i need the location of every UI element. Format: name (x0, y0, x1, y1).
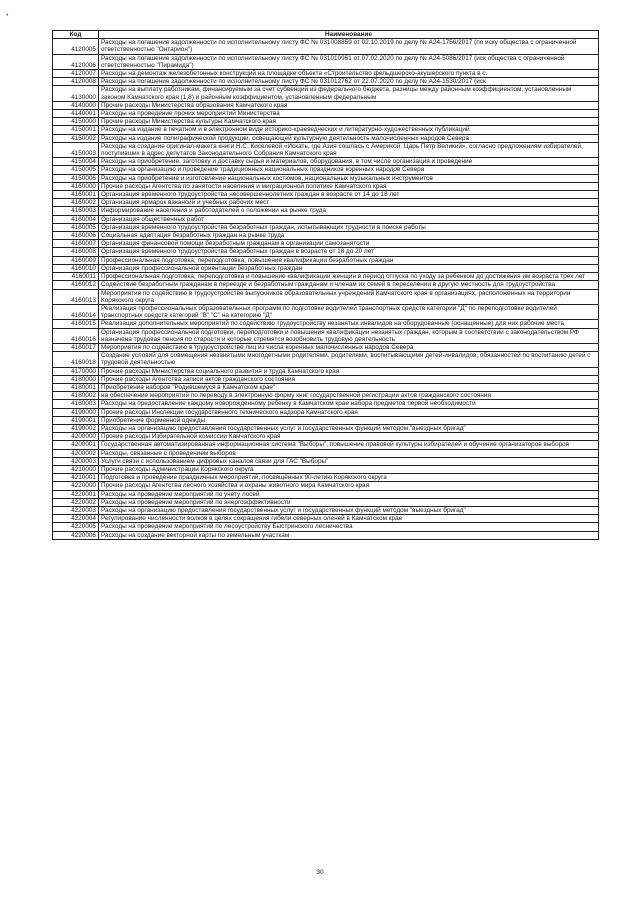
row-name: Прочие расходы Министерства социального развития и труда Камчатского края (99, 367, 599, 375)
row-code: 4160008 (53, 248, 99, 256)
row-code: 4150005 (53, 166, 99, 174)
row-name: Расходы на проведение мероприятий по энергоэффективности (99, 498, 599, 506)
row-name: Приобретение наборов "Родившемуся в Камчатском крае" (99, 383, 599, 391)
table-row (53, 256, 599, 264)
row-name: Расходы на демонтаж железобетонных конструкций на площадке объекта «Строительство фельдшерско-акушерского пункта в с. (99, 70, 599, 78)
table-row (53, 191, 599, 199)
row-name: Расходы на погашение задолженности по исполнительному листу ФС № 031008859 от 02.10.2019 по делу № А24-1756/2017 (по иску общества с ограниченной ответственностью "Онтарион") (99, 39, 599, 54)
row-code: 4180003 (53, 400, 99, 408)
row-name: Прочие расходы Министерства образования Камчатского края (99, 101, 599, 109)
row-name: Прочие расходы Администрации Корякского округа (99, 465, 599, 473)
table-row (53, 78, 599, 86)
table-row (53, 215, 599, 223)
row-code: 4160009 (53, 256, 99, 264)
row-code: 4220004 (53, 515, 99, 523)
row-name: Расходы на издание полиграфической продукции, освещающей культурную деятельность малочисленных народов Севера (99, 134, 599, 142)
row-code: 4160001 (53, 191, 99, 199)
row-code: 4150006 (53, 174, 99, 182)
table-row (53, 457, 599, 465)
budget-code-table (52, 30, 598, 540)
row-name: Расходы на организацию предоставления государственных услуг и государственных функций методом "выездных бригад" (99, 506, 599, 514)
code-table (52, 30, 599, 540)
table-row (53, 498, 599, 506)
row-name: Мероприятия по содействию в трудоустройстве лиц из числа коренных малочисленных народов Севера (99, 343, 599, 351)
row-name: Расходы на погашение задолженности по исполнительному листу ФС № 031010961 от 07.02.2020 по делу № А24-5086/2017 (иск общества с ограниченной ответственностью "Пирамида") (99, 54, 599, 69)
row-code: 4220006 (53, 531, 99, 539)
row-code: 4160005 (53, 223, 99, 231)
row-code: 4120008 (53, 78, 99, 86)
row-code: 4160014 (53, 304, 99, 319)
row-code: 4150002 (53, 134, 99, 142)
row-code: 4200002 (53, 449, 99, 457)
row-name: Расходы на организацию предоставления государственных услуг и государственных функций методом "выездных бригад" (99, 424, 599, 432)
table-row (53, 142, 599, 157)
row-name: на обеспечение мероприятий по переводу в электронную форму книг государственной регистрации актов гражданского состояния (99, 392, 599, 400)
table-row (53, 273, 599, 281)
table-row (53, 289, 599, 304)
row-name: Прочие расходы Агентства по занятости населения и миграционной политике Камчатского края (99, 182, 599, 190)
row-code: 4160010 (53, 264, 99, 272)
row-code: 4190002 (53, 424, 99, 432)
corner-mark: • (6, 12, 9, 19)
row-code: 4160018 (53, 352, 99, 367)
table-row (53, 320, 599, 328)
row-code: 4160006 (53, 232, 99, 240)
table-row (53, 70, 599, 78)
row-name: Расходы на создание векторной карты по земельным участкам (99, 531, 599, 539)
table-row (53, 110, 599, 118)
row-name: Реализация профессиональных образовательных программ по подготовке водителей транспортных средств категории "Д" по переподготовке водителей транспортных средств категорий "В" "С" на категорию "Д" (99, 304, 599, 319)
row-name: Организация финансовой помощи безработным гражданам в организации самозанятости (99, 240, 599, 248)
table-row (53, 304, 599, 319)
row-code: 4150003 (53, 142, 99, 157)
table-row (53, 515, 599, 523)
row-name: Организация ярмарок вакансий и учебных рабочих мест (99, 199, 599, 207)
row-name: Прочие расходы Агентства лесного хозяйства и охраны животного мира Камчатского края (99, 482, 599, 490)
table-row (53, 416, 599, 424)
table-row (53, 174, 599, 182)
row-code: 4220000 (53, 482, 99, 490)
row-code: 4150004 (53, 158, 99, 166)
row-name: Расходы на предоставление каждому новорожденному ребенку в Камчатском крае набора предметов первой необходимости (99, 400, 599, 408)
row-code: 4180001 (53, 383, 99, 391)
row-name: Подготовка и проведение праздничных мероприятий, посвящённых 90-летию Корякского округа (99, 474, 599, 482)
table-row (53, 441, 599, 449)
row-name: Расходы на организацию и проведение традиционных национальных праздников коренных народов Севера (99, 166, 599, 174)
row-code: 4160007 (53, 240, 99, 248)
table-row (53, 400, 599, 408)
row-name: Расходы на издание в печатном и в электронном виде историко-краеведческих и литературно-художественных публикаций (99, 126, 599, 134)
row-code: 4180002 (53, 392, 99, 400)
table-row (53, 531, 599, 539)
table-row (53, 506, 599, 514)
row-name: Организация временного трудоустройства безработных граждан в возрасте от 18 до 20 лет (99, 248, 599, 256)
row-code: 4200003 (53, 457, 99, 465)
row-code: 4160017 (53, 343, 99, 351)
row-code: 4200000 (53, 433, 99, 441)
row-name: Прочие расходы Избирательной комиссии Камчатского края (99, 433, 599, 441)
row-name: Социальная адаптация безработных граждан на рынке труда (99, 232, 599, 240)
table-row (53, 240, 599, 248)
row-code: 4160002 (53, 199, 99, 207)
row-name: Расходы на приобретение, заготовку и доставку сырья и материалов, оборудования, в том числе организация и проведение (99, 158, 599, 166)
row-code: 4160016 (53, 328, 99, 343)
row-name: Приобретение форменной одежды (99, 416, 599, 424)
row-name: Услуги связи с использованием цифровых каналов связи для ГАС "Выборы" (99, 457, 599, 465)
row-name: Организация временного трудоустройства несовершеннолетних граждан в возрасте от 14 до 18 лет (99, 191, 599, 199)
table-row (53, 408, 599, 416)
table-row (53, 118, 599, 126)
table-row (53, 433, 599, 441)
table-row (53, 482, 599, 490)
table-row (53, 383, 599, 391)
row-code: 4200001 (53, 441, 99, 449)
row-name: Регулирование численности волков в целях сокращения гибели северных оленей в Камчатском крае (99, 515, 599, 523)
row-code: 4160013 (53, 289, 99, 304)
table-row (53, 465, 599, 473)
row-code: 4210001 (53, 474, 99, 482)
table-row (53, 182, 599, 190)
row-name: Организация общественных работ (99, 215, 599, 223)
table-row (53, 134, 599, 142)
table-row (53, 126, 599, 134)
row-name: Организация профессиональной подготовки, переподготовки и повышения квалификации незанятых граждан, которым в соответствии с законодательством РФ назначена трудовая пенсия по старости и которые стремятся возобновить трудовую деятельность (99, 328, 599, 343)
row-name: Создание условий для совмещения незанятыми многодетными родителями, родителями, воспитывающими детей-инвалидов, обязанностей по воспитанию детей с трудовой деятельностью (99, 352, 599, 367)
header-code: Код (53, 31, 99, 39)
row-code: 4160012 (53, 281, 99, 289)
row-code: 4160015 (53, 320, 99, 328)
row-name: Профессиональная подготовка, переподготовка и повышение квалификации женщин в период отпуска по уходу за ребенком до достижения им возраста трех лет (99, 273, 599, 281)
row-code: 4180000 (53, 375, 99, 383)
table-row (53, 424, 599, 432)
row-name: Государственная автоматизированная информационная система "Выборы", повышение правовой культуры избирателей и обучение организаторов выборов (99, 441, 599, 449)
row-name: Организация профессиональной ориентации безработных граждан (99, 264, 599, 272)
row-name: Информирование населения и работодателей о положении на рынке труда (99, 207, 599, 215)
row-name: Реализация дополнительных мероприятий по содействию трудоустройству незанятых инвалидов на оборудованные (оснащенные) для них рабочие места (99, 320, 599, 328)
row-code: 4120006 (53, 54, 99, 69)
row-name: Расходы на проведение прочих мероприятий Министерства (99, 110, 599, 118)
table-row (53, 54, 599, 69)
row-name: Мероприятия по содействию в трудоустройстве выпускников образовательных учреждений Камчатского края в организациях, расположенных на территории Корякского округа (99, 289, 599, 304)
row-code: 4220002 (53, 498, 99, 506)
table-row (53, 86, 599, 101)
table-row (53, 328, 599, 343)
page-number: 30 (316, 869, 324, 876)
table-row (53, 199, 599, 207)
row-code: 4210000 (53, 465, 99, 473)
row-name: Расходы на проведение мероприятий по лесоустройству Быстринского лесничества (99, 523, 599, 531)
row-code: 4220003 (53, 506, 99, 514)
row-name: Содействие безработным гражданам в переезде и безработным гражданам и членам их семей в переселении в другую местность для трудоустройства (99, 281, 599, 289)
table-row (53, 375, 599, 383)
table-header-row (53, 31, 599, 39)
table-row (53, 523, 599, 531)
row-code: 4140001 (53, 110, 99, 118)
table-row (53, 281, 599, 289)
row-name: Расходы, связанные с проведением выборов (99, 449, 599, 457)
table-row (53, 449, 599, 457)
table-row (53, 248, 599, 256)
row-name: Расходы на проведение мероприятий по учету лосей (99, 490, 599, 498)
table-row (53, 166, 599, 174)
row-code: 4120007 (53, 70, 99, 78)
table-row (53, 158, 599, 166)
row-code: 4120005 (53, 39, 99, 54)
header-name: Наименование (99, 31, 599, 39)
row-code: 4160000 (53, 182, 99, 190)
row-name: Расходы на приобретение и изготовление национальных костюмов, национальных музыкальных инструментов (99, 174, 599, 182)
row-code: 4160011 (53, 273, 99, 281)
row-name: Прочие расходы Инспекции государственного технического надзора Камчатского края (99, 408, 599, 416)
table-row (53, 232, 599, 240)
table-row (53, 39, 599, 54)
row-code: 4130000 (53, 86, 99, 101)
table-row (53, 352, 599, 367)
row-code: 4140000 (53, 101, 99, 109)
row-name: Прочие расходы Агентства записи актов гражданского состояния (99, 375, 599, 383)
row-code: 4190001 (53, 416, 99, 424)
table-row (53, 223, 599, 231)
table-row (53, 474, 599, 482)
table-row (53, 392, 599, 400)
row-code: 4220001 (53, 490, 99, 498)
row-name: Организация временного трудоустройства безработных граждан, испытывающих трудности в поиске работы (99, 223, 599, 231)
table-row (53, 343, 599, 351)
row-code: 4160003 (53, 207, 99, 215)
table-row (53, 367, 599, 375)
row-name: Профессиональная подготовка, переподготовка, повышение квалификации безработных граждан (99, 256, 599, 264)
row-name: Расходы на выплату работникам, финансируемым за счет субвенций из федерального бюджета, разницы между районным коэффициентом, установленным законом Камчатского края (1,8) и районным коэффициентом, установленным федеральным (99, 86, 599, 101)
table-row (53, 101, 599, 109)
row-code: 4150001 (53, 126, 99, 134)
row-code: 4160004 (53, 215, 99, 223)
row-code: 4220005 (53, 523, 99, 531)
row-name: Прочие расходы Министерства культуры Камчатского края (99, 118, 599, 126)
table-row (53, 264, 599, 272)
row-code: 4150000 (53, 118, 99, 126)
row-name: Расходы на погашение задолженности по исполнительному листу ФС № 031012762 от 22.07.2020 по делу № А24-1530/2017 (иск (99, 78, 599, 86)
row-name: Расходы на создание оригинал-макета книги Н.С. Киселевой «Искать, где Азия сошлась с Америкой. Царь Петр Великий», согласно предложениям избирателей, поступивших в адрес депутатов Законодательного Собрания Камчатского края (99, 142, 599, 157)
row-code: 4170000 (53, 367, 99, 375)
table-row (53, 207, 599, 215)
table-row (53, 490, 599, 498)
row-code: 4190000 (53, 408, 99, 416)
